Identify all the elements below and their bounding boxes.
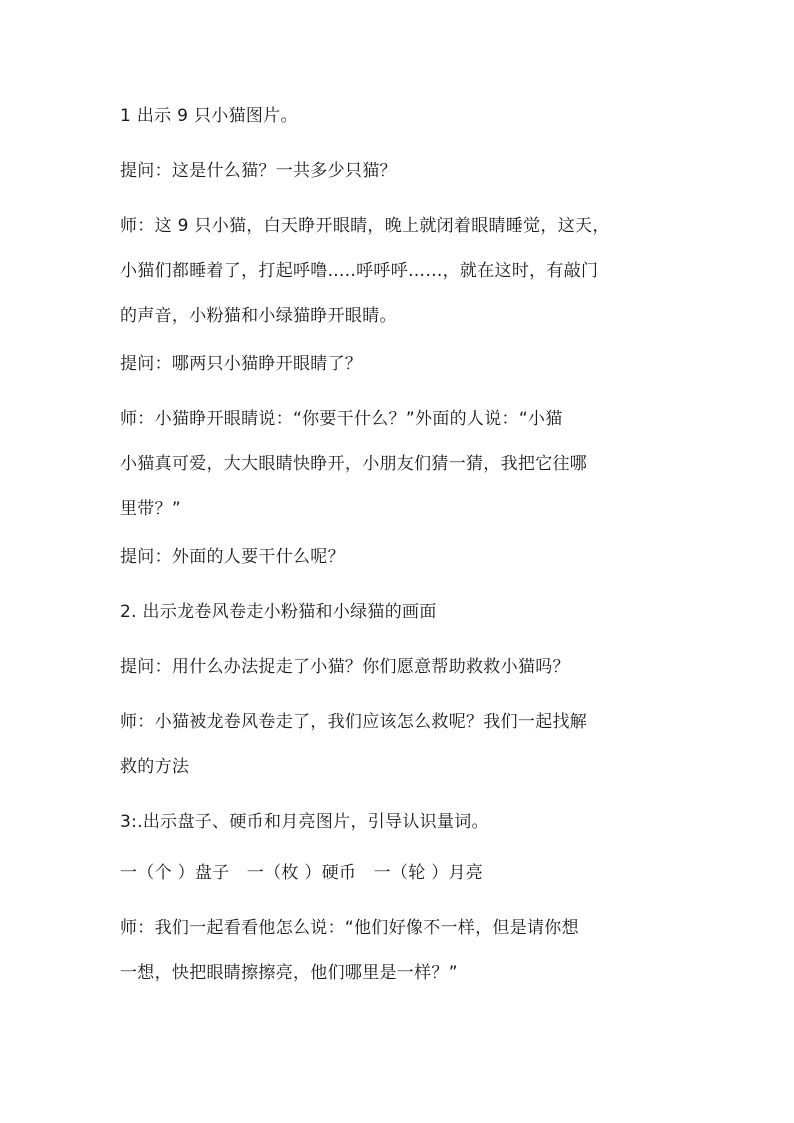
paragraph-step2 xyxy=(120,604,680,621)
paragraph-step1 xyxy=(120,108,680,125)
text-line: 一（个 ）盘子 一（枚 ）硬币 一（轮 ）月亮 xyxy=(120,863,484,883)
text-line: 提问：用什么办法捉走了小猫？你们愿意帮助救救小猫吗？ xyxy=(120,657,570,677)
text-line: 里带？” xyxy=(120,499,182,519)
paragraph-question3 xyxy=(120,549,680,566)
text-line: 师：这 9 只小猫，白天睁开眼睛，晚上就闭着眼睛睡觉，这天， xyxy=(120,216,610,236)
paragraph-teacher2 xyxy=(120,411,680,518)
text-line: 小猫真可爱，大大眼睛快睁开，小朋友们猜一猜，我把它往哪 xyxy=(120,454,588,474)
paragraph-measure-words xyxy=(120,865,680,882)
text-line: 的声音，小粉猫和小绿猫睁开眼睛。 xyxy=(120,306,397,326)
text-line: 3:.出示盘子、硬币和月亮图片，引导认识量词。 xyxy=(120,812,489,832)
text-line: 救的方法 xyxy=(120,757,190,777)
text-line: 2. 出示龙卷风卷走小粉猫和小绿猫的画面 xyxy=(120,602,437,622)
text-line: 师：小猫被龙卷风卷走了，我们应该怎么救呢？我们一起找解 xyxy=(120,712,588,732)
text-line: 一想，快把眼睛擦擦亮，他们哪里是一样？” xyxy=(120,963,458,983)
paragraph-teacher1 xyxy=(120,218,680,325)
paragraph-question2 xyxy=(120,356,680,373)
paragraph-question1 xyxy=(120,163,680,180)
paragraph-teacher4 xyxy=(120,920,680,982)
paragraph-teacher3 xyxy=(120,714,680,776)
text-line: 师：我们一起看看他怎么说：“他们好像不一样，但是请你想 xyxy=(120,918,579,938)
text-line: 提问：哪两只小猫睁开眼睛了？ xyxy=(120,354,363,374)
paragraph-step3 xyxy=(120,814,680,831)
text-line: 提问：这是什么猫？一共多少只猫？ xyxy=(120,161,397,181)
text-line: 1 出示 9 只小猫图片。 xyxy=(120,106,298,126)
paragraph-question4 xyxy=(120,659,680,676)
text-line: 提问：外面的人要干什么呢？ xyxy=(120,547,345,567)
text-line: 小猫们都睡着了，打起呼噜.....呼呼呼……，就在这时，有敲门 xyxy=(120,261,599,281)
text-line: 师：小猫睁开眼睛说：“你要干什么？”外面的人说：“小猫 xyxy=(120,409,563,429)
